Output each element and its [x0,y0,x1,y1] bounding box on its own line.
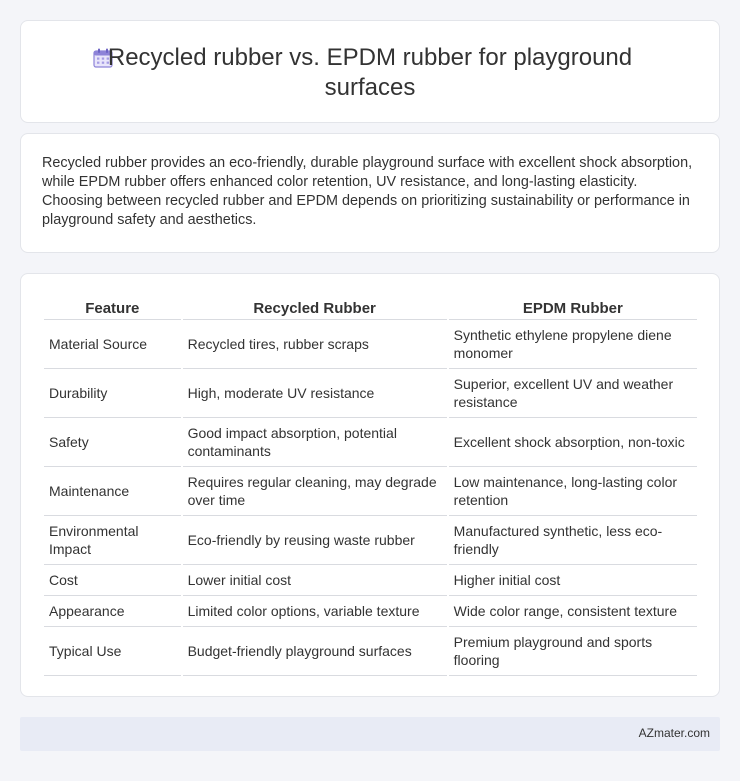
table-header-row [44,296,697,320]
table-row [44,369,697,418]
cell-recycled: Good impact absorption, potential contaminants [183,418,447,467]
cell-feature: Appearance [44,596,181,627]
cell-feature: Durability [44,369,181,418]
table-row [44,565,697,596]
cell-feature: Typical Use [44,627,181,676]
table-row [44,516,697,565]
cell-feature: Environmental Impact [44,516,181,565]
cell-recycled: Recycled tires, rubber scraps [183,320,447,369]
table-row [44,320,697,369]
page-title: Recycled rubber vs. EPDM rubber for playground surfaces [107,44,633,101]
cell-recycled: High, moderate UV resistance [183,369,447,418]
summary-text: Recycled rubber provides an eco-friendly, durable playground surface with excellent shock absorption, while EPDM rubber offers enhanced color retention, UV resistance, and long-lasting elasticity. Choosing between recycled rubber and EPDM depends on prioritizing sustainability or performance in playground safety and aesthetics. [42,155,693,228]
title-card [20,20,720,123]
summary-card [20,133,720,253]
cell-recycled: Lower initial cost [183,565,447,596]
cell-feature: Maintenance [44,467,181,516]
cell-recycled: Eco-friendly by reusing waste rubber [183,516,447,565]
header-recycled-rubber: Recycled Rubber [183,296,447,320]
cell-epdm: Excellent shock absorption, non-toxic [449,418,697,467]
cell-epdm: Low maintenance, long-lasting color retention [449,467,697,516]
cell-feature: Cost [44,565,181,596]
cell-recycled: Requires regular cleaning, may degrade over time [183,467,447,516]
header-feature: Feature [44,296,181,320]
cell-epdm: Synthetic ethylene propylene diene monomer [449,320,697,369]
cell-epdm: Superior, excellent UV and weather resistance [449,369,697,418]
comparison-table-card [20,273,720,697]
cell-epdm: Higher initial cost [449,565,697,596]
table-row [44,418,697,467]
footer-site-link[interactable]: AZmater.com [638,726,710,740]
footer-bar [20,717,720,751]
cell-epdm: Premium playground and sports flooring [449,627,697,676]
table-row [44,467,697,516]
comparison-table [42,296,699,676]
table-row [44,627,697,676]
cell-epdm: Manufactured synthetic, less eco-friendly [449,516,697,565]
cell-feature: Material Source [44,320,181,369]
cell-epdm: Wide color range, consistent texture [449,596,697,627]
header-epdm-rubber: EPDM Rubber [449,296,697,320]
cell-recycled: Limited color options, variable texture [183,596,447,627]
cell-feature: Safety [44,418,181,467]
cell-recycled: Budget-friendly playground surfaces [183,627,447,676]
table-row [44,596,697,627]
